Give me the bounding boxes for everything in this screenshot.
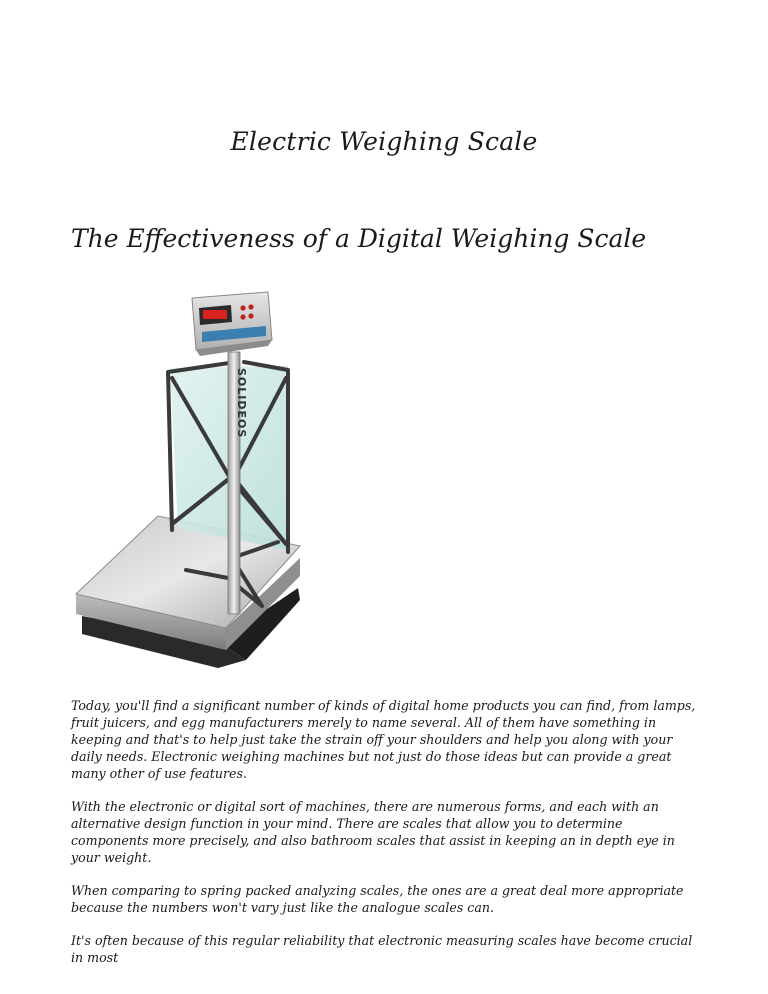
paragraph: It's often because of this regular reliability that electronic measuring scales have become crucial in most	[71, 933, 693, 965]
scale-display-head	[192, 292, 272, 356]
section-heading: The Effectiveness of a Digital Weighing Scale	[71, 224, 647, 253]
weighing-scale-image	[68, 288, 318, 673]
paragraph: Today, you'll find a significant number of kinds of digital home products you can find, from lamps, fruit juicers, and egg manufacturers merely to name several. All of them have something in keeping and that's to help just take the strain off your shoulders and help you along with your daily needs. Electronic weighing machines but not just do those ideas but can provide a great many other of use features.	[71, 698, 696, 781]
pole-label: SOLIDEOS	[235, 368, 248, 439]
body-text	[71, 697, 699, 982]
paragraph: With the electronic or digital sort of machines, there are numerous forms, and each with an alternative design function in your mind. There are scales that allow you to determine components more precisely, and also bathroom scales that assist in keeping an in depth eye in your weight.	[71, 799, 675, 865]
page-title: Electric Weighing Scale	[230, 127, 538, 156]
paragraph: When comparing to spring packed analyzing scales, the ones are a great deal more appropriate because the numbers won't vary just like the analogue scales can.	[71, 883, 684, 915]
